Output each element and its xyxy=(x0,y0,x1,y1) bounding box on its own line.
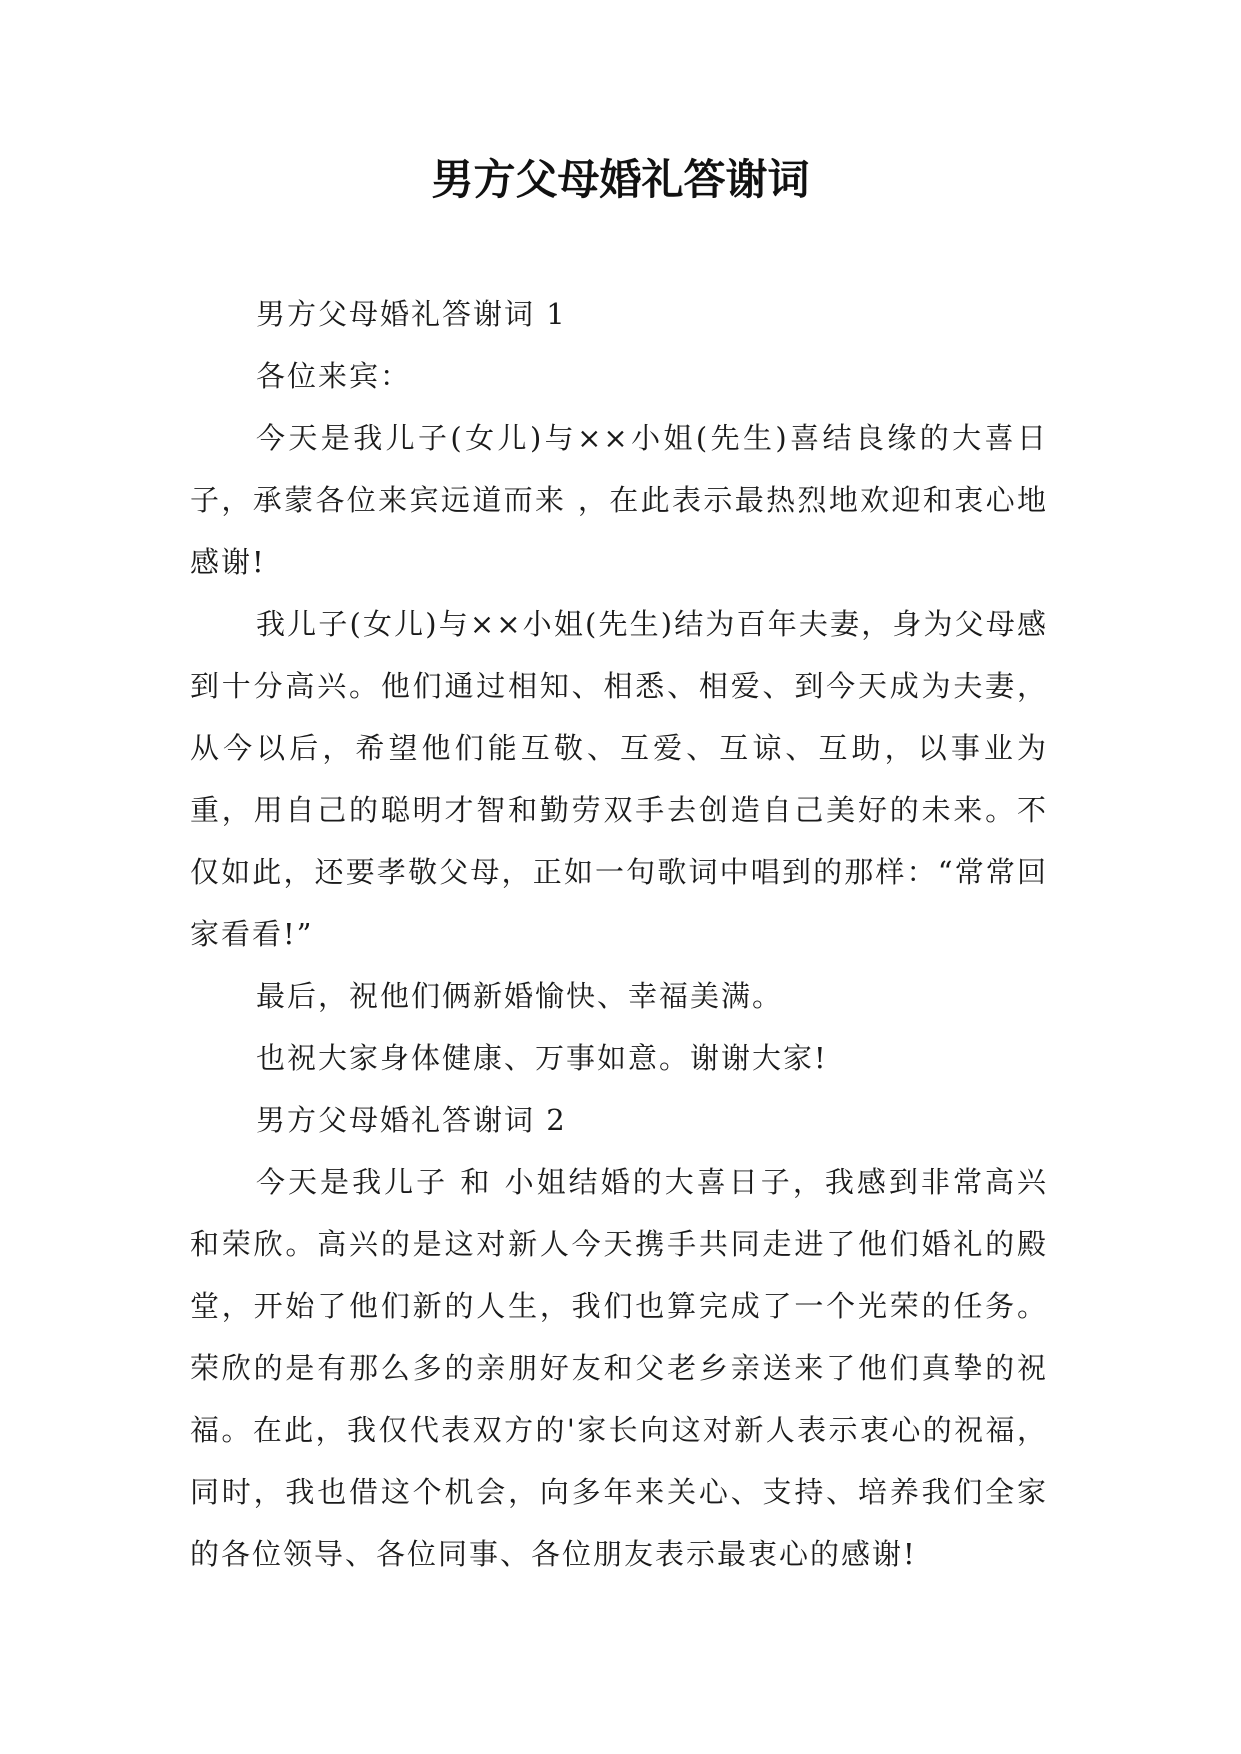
paragraph: 今天是我儿子 和 小姐结婚的大喜日子，我感到非常高兴和荣欣。高兴的是这对新人今天携手共同走进了他们婚礼的殿堂，开始了他们新的人生，我们也算完成了一个光荣的任务。荣欣的是有那么多的亲朋好友和父老乡亲送来了他们真挚的祝福。在此，我仅代表双方的'家长向这对新人表示衷心的祝福，同时，我也借这个机会，向多年来关心、支持、培养我们全家的各位领导、各位同事、各位朋友表示最衷心的感谢! xyxy=(190,1165,1048,1571)
document-title: 男方父母婚礼答谢词 xyxy=(431,155,810,204)
section-heading-1: 男方父母婚礼答谢词 1 xyxy=(256,297,567,331)
paragraph: 我儿子(女儿)与××小姐(先生)结为百年夫妻，身为父母感到十分高兴。他们通过相知、相悉、相爱、到今天成为夫妻，从今以后，希望他们能互敬、互爱、互谅、互助，以事业为重，用自己的聪明才智和勤劳双手去创造自己美好的未来。不仅如此，还要孝敬父母，正如一句歌词中唱到的那样：“常常回家看看!” xyxy=(190,607,1048,951)
paragraph: 也祝大家身体健康、万事如意。谢谢大家! xyxy=(256,1041,828,1075)
document-body xyxy=(190,283,1048,1585)
paragraph: 最后，祝他们俩新婚愉快、幸福美满。 xyxy=(256,979,784,1013)
paragraph: 今天是我儿子(女儿)与××小姐(先生)喜结良缘的大喜日子，承蒙各位来宾远道而来 ，在此表示最热烈地欢迎和衷心地感谢! xyxy=(190,421,1048,579)
salutation: 各位来宾： xyxy=(256,359,412,393)
section-heading-2: 男方父母婚礼答谢词 2 xyxy=(256,1103,567,1137)
